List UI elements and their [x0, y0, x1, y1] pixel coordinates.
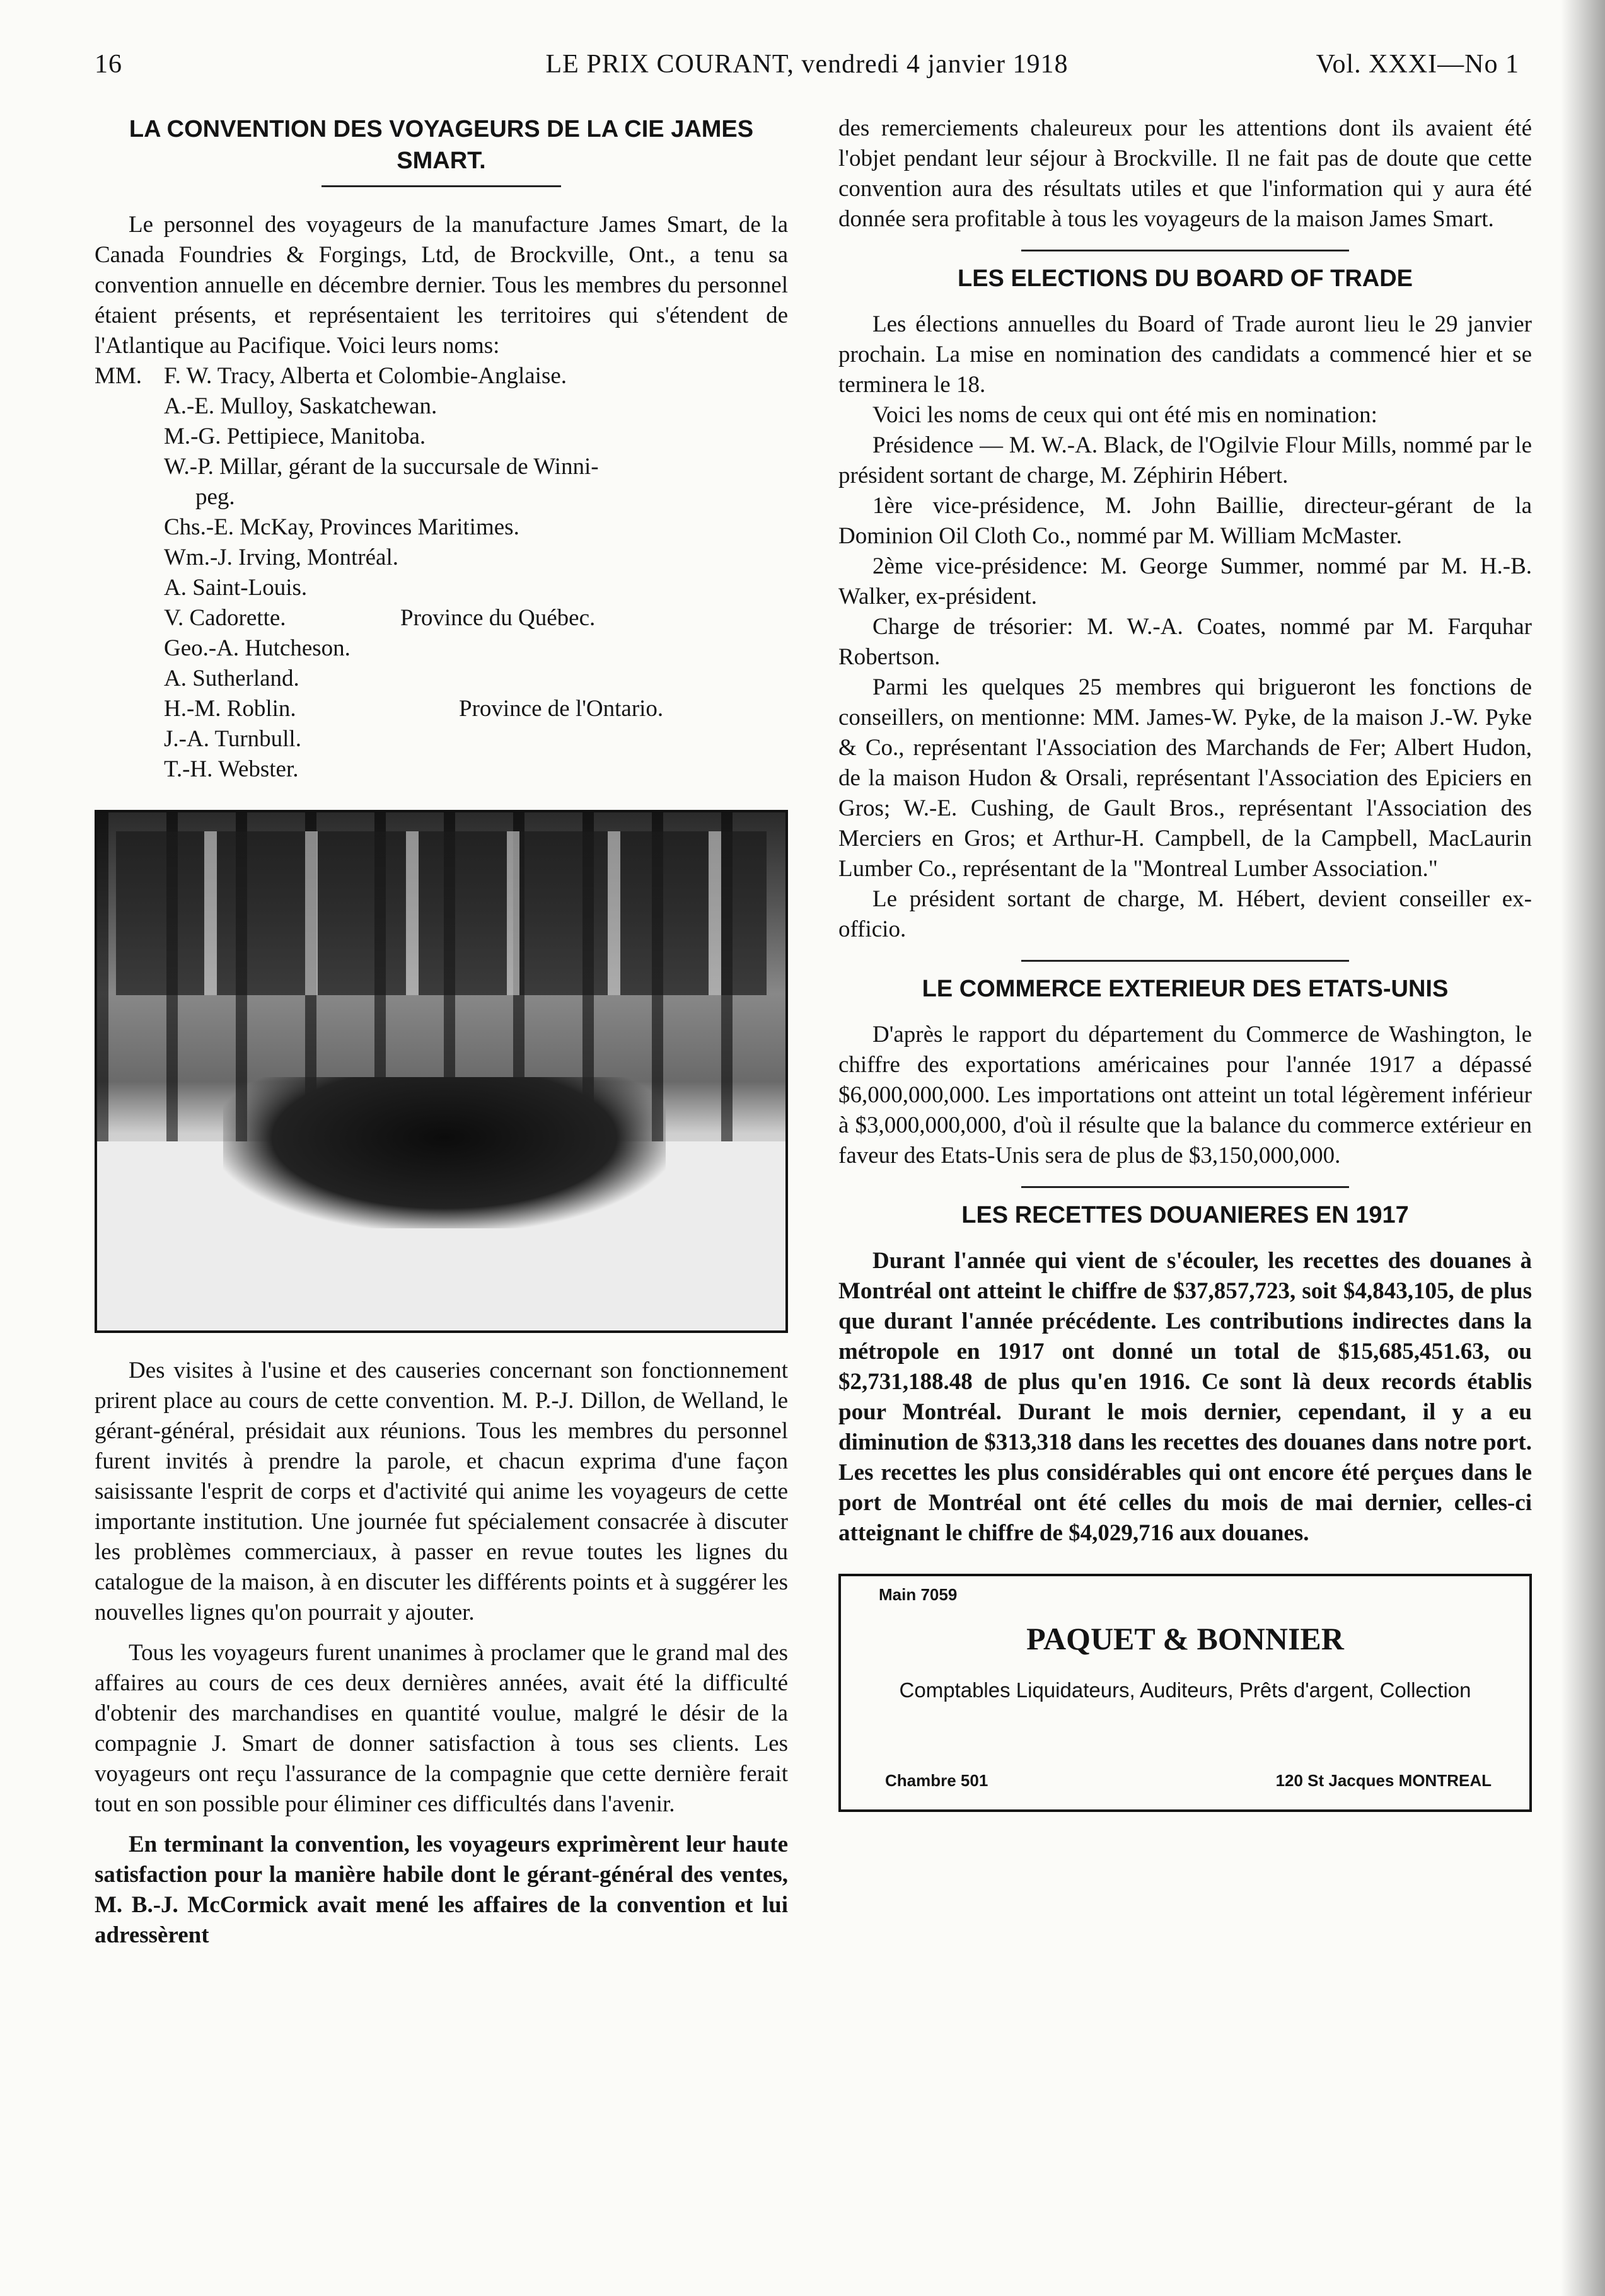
- convention-headline: LA CONVENTION DES VOYAGEURS DE LA CIE JAMES SMART.: [129, 116, 754, 174]
- traveller-list: [95, 361, 788, 785]
- commerce-headline: LE COMMERCE EXTERIEUR DES ETATS-UNIS: [922, 976, 1449, 1002]
- board-paragraph: 2ème vice-présidence: M. George Summer, nommé par M. H.-B. Walker, ex-président.: [838, 553, 1532, 609]
- right-column: [838, 113, 1532, 1812]
- board-paragraph: Parmi les quelques 25 membres qui brigueront les fonctions de conseillers, on mentionne: MM. James-W. Pyke, de la maison J.-W. Pyke & Co., représentant l'Association des Marchands de Fer; Albert Hudon, de la maison Hudon & Orsali, représentant l'Association des Epiciers en Gros; W.-E. Cushing, de Gault Bros., représentant l'Association des Merciers en Gros; et Arthur-H. Campbell, de la Campbell, MacLaurin Lumber Co., représentant de la "Montreal Lumber Association.": [838, 674, 1532, 882]
- building-windows: [116, 831, 767, 995]
- convention-intro: Le personnel des voyageurs de la manufacture James Smart, de la Canada Foundries & Forgings, Ltd, de Brockville, Ont., a tenu sa convention annuelle en décembre dernier. Tous les membres du personnel étaient présents, et représentaient les territoires qui s'étendent de l'Atlantique au Pacifique. Voici leurs noms:: [95, 212, 788, 359]
- list-item: H.-M. Roblin. Province de l'Ontario.: [95, 694, 788, 724]
- board-paragraph: Charge de trésorier: M. W.-A. Coates, nommé par M. Farquhar Robertson.: [838, 614, 1532, 670]
- ad-phone: Main 7059: [879, 1585, 958, 1604]
- list-item: MM. F. W. Tracy, Alberta et Colombie-Anglaise.: [95, 363, 567, 389]
- volume-number: Vol. XXXI—No 1: [1316, 50, 1519, 79]
- list-item: W.-P. Millar, gérant de la succursale de Winni-: [164, 454, 599, 480]
- advertisement-box: [838, 1574, 1532, 1812]
- page-header: [95, 49, 1519, 87]
- headline-rule: [322, 185, 561, 187]
- board-paragraph: 1ère vice-présidence, M. John Baillie, directeur-gérant de la Dominion Oil Cloth Co., nommé par M. William McMaster.: [838, 493, 1532, 549]
- travellers-group: [223, 1077, 666, 1228]
- list-item: V. Cadorette. Province du Québec.: [95, 603, 788, 633]
- convention-paragraph-1: Des visites à l'usine et des causeries concernant son fonctionnement prirent place au cours de cette convention. M. P.-J. Dillon, de Welland, le gérant-général, présidait aux réunions. Tous les membres du personnel furent invités à prendre la parole, et chacun exprima d'une façon saisissante l'esprit de corps et d'activité qui anime les voyageurs de cette importante institution. Une journée fut spécialement consacrée à discuter les problèmes commerciaux, à passer en revue toutes les lignes du catalogue de la maison, à en discuter les différents points et à suggérer les nouvelles lignes qu'on pourrait y ajouter.: [95, 1358, 788, 1625]
- board-paragraph: Le président sortant de charge, M. Hébert, devient conseiller ex-officio.: [838, 886, 1532, 942]
- left-column: [95, 113, 788, 1951]
- list-item: J.-A. Turnbull.: [164, 726, 301, 752]
- convention-continuation: des remerciements chaleureux pour les attentions dont ils avaient été l'objet pendant leur séjour à Brockville. Il ne fait pas de doute que cette convention aura des résultats utiles et que l'information qui y aura été donnée sera profitable à tous les voyageurs de la maison James Smart.: [838, 115, 1532, 232]
- board-paragraph: Les élections annuelles du Board of Trade auront lieu le 29 janvier prochain. La mise en nomination des candidats a commencé hier et se terminera le 18.: [838, 311, 1532, 398]
- list-item: T.-H. Webster.: [164, 756, 299, 782]
- ad-services: Comptables Liquidateurs, Auditeurs, Prêts d'argent, Collection: [899, 1678, 1471, 1702]
- list-item: M.-G. Pettipiece, Manitoba.: [164, 424, 426, 449]
- list-item: A. Saint-Louis.: [164, 575, 308, 601]
- masthead: LE PRIX COURANT, vendredi 4 janvier 1918: [545, 50, 1069, 79]
- page-edge-shadow: [1561, 0, 1605, 2296]
- province-quebec: Province du Québec.: [400, 605, 596, 631]
- douane-headline: LES RECETTES DOUANIERES EN 1917: [961, 1202, 1409, 1228]
- page-number: 16: [95, 50, 122, 79]
- board-paragraph: Voici les noms de ceux qui ont été mis en nomination:: [872, 402, 1377, 428]
- list-item: Chs.-E. McKay, Provinces Maritimes.: [164, 514, 519, 540]
- board-paragraph: Présidence — M. W.-A. Black, de l'Ogilvie Flour Mills, nommé par le président sortant de charge, M. Zéphirin Hébert.: [838, 432, 1532, 488]
- ad-address: 120 St Jacques MONTREAL: [1275, 1771, 1492, 1790]
- section-rule: [1021, 960, 1349, 962]
- list-item: Wm.-J. Irving, Montréal.: [164, 545, 398, 570]
- province-ontario: Province de l'Ontario.: [459, 696, 664, 722]
- section-rule: [1021, 250, 1349, 251]
- list-item: A. Sutherland.: [164, 666, 299, 691]
- section-rule: [1021, 1186, 1349, 1188]
- commerce-paragraph: D'après le rapport du département du Commerce de Washington, le chiffre des exportations américaines pour l'année 1917 a dépassé $6,000,000,000. Les importations ont atteint un total légèrement inférieur à $3,000,000,000, d'où il résulte que la balance du commerce extérieur en faveur des Etats-Unis sera de plus de $3,150,000,000.: [838, 1022, 1532, 1168]
- list-item: A.-E. Mulloy, Saskatchewan.: [164, 393, 437, 419]
- convention-paragraph-2: Tous les voyageurs furent unanimes à proclamer que le grand mal des affaires au cours de ces deux dernières années, avait été la difficulté d'obtenir des marchandises en quantité voulue, malgré le désir de la compagnie J. Smart de donner satisfaction à tous ses clients. Les voyageurs ont reçu l'assurance de la compagnie que cette dernière ferait tout en son possible pour éliminer ces difficultés dans l'avenir.: [95, 1640, 788, 1817]
- ad-room: Chambre 501: [885, 1771, 988, 1790]
- list-item: Geo.-A. Hutcheson.: [164, 635, 351, 661]
- douane-paragraph: Durant l'année qui vient de s'écouler, les recettes des douanes à Montréal ont atteint le chiffre de $37,857,723, soit $4,843,105, de plus que durant l'année précédente. Les contributions indirectes dans la métropole en 1917 ont donné un total de $15,685,451.63, ou $2,731,188.48 de plus qu'en 1916. Ce sont là deux records établis pour Montréal. Durant le mois dernier, cependant, il y a eu diminution de $313,318 dans les recettes des douanes dans notre port. Les recettes les plus considérables qui ont encore été perçues dans le port de Montréal ont été celles du mois de mai dernier, celles-ci atteignant le chiffre de $4,029,716 aux douanes.: [838, 1248, 1532, 1546]
- group-photograph: [95, 810, 788, 1333]
- board-headline: LES ELECTIONS DU BOARD OF TRADE: [957, 265, 1413, 292]
- convention-paragraph-3: En terminant la convention, les voyageurs exprimèrent leur haute satisfaction pour la manière habile dont le gérant-général des ventes, M. B.-J. McCormick avait mené les affaires de la convention et lui adressèrent: [95, 1832, 788, 1948]
- list-item: peg.: [195, 484, 235, 510]
- ad-firm-name: PAQUET & BONNIER: [1026, 1621, 1344, 1656]
